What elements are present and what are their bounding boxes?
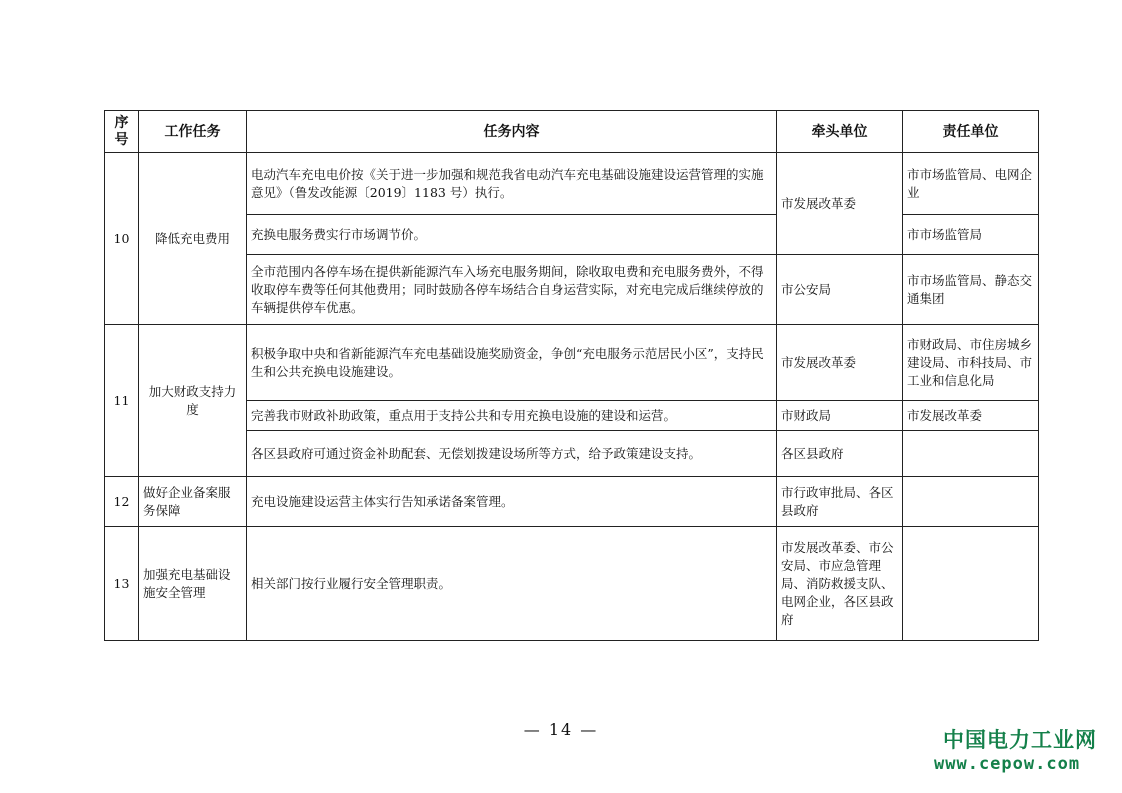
row-number: 10: [105, 153, 139, 325]
row-number: 13: [105, 527, 139, 641]
page-number: — 14 —: [523, 720, 599, 739]
responsible-unit: [903, 431, 1039, 477]
table-row: [105, 325, 1039, 401]
lead-unit: 市发展改革委: [777, 325, 903, 401]
task-content: 积极争取中央和省新能源汽车充电基础设施奖励资金，争创“充电服务示范居民小区”，支持民生和公共充换电设施建设。: [247, 325, 777, 401]
row-number: 12: [105, 477, 139, 527]
responsible-unit: 市市场监管局、静态交通集团: [903, 255, 1039, 325]
task-name: 加强充电基础设施安全管理: [139, 527, 247, 641]
table-row: [105, 477, 1039, 527]
task-name: 加大财政支持力度: [139, 325, 247, 477]
responsible-unit: 市发展改革委: [903, 401, 1039, 431]
row-number: 11: [105, 325, 139, 477]
lead-unit: 市行政审批局、各区县政府: [777, 477, 903, 527]
task-content: 各区县政府可通过资金补助配套、无偿划拨建设场所等方式，给予政策建设支持。: [247, 431, 777, 477]
header-no: 序号: [105, 111, 139, 153]
header-lead: 牵头单位: [777, 111, 903, 153]
watermark-logo-url: www.cepow.com: [934, 754, 1081, 774]
lead-unit: 各区县政府: [777, 431, 903, 477]
responsible-unit: [903, 477, 1039, 527]
lead-unit: 市发展改革委、市公安局、市应急管理局、消防救援支队、电网企业，各区县政府: [777, 527, 903, 641]
header-task: 工作任务: [139, 111, 247, 153]
task-content: 相关部门按行业履行安全管理职责。: [247, 527, 777, 641]
responsible-unit: 市市场监管局: [903, 215, 1039, 255]
lead-unit: 市发展改革委: [777, 153, 903, 255]
task-content: 完善我市财政补助政策，重点用于支持公共和专用充换电设施的建设和运营。: [247, 401, 777, 431]
lead-unit: 市财政局: [777, 401, 903, 431]
task-table: [104, 110, 1039, 641]
task-content: 充电设施建设运营主体实行告知承诺备案管理。: [247, 477, 777, 527]
task-name: 降低充电费用: [139, 153, 247, 325]
lead-unit: 市公安局: [777, 255, 903, 325]
task-content: 充换电服务费实行市场调节价。: [247, 215, 777, 255]
responsible-unit: 市市场监管局、电网企业: [903, 153, 1039, 215]
header-content: 任务内容: [247, 111, 777, 153]
table-row: [105, 527, 1039, 641]
header-resp: 责任单位: [903, 111, 1039, 153]
task-name: 做好企业备案服务保障: [139, 477, 247, 527]
table-header-row: [105, 111, 1039, 153]
table-row: [105, 153, 1039, 215]
task-content: 电动汽车充电电价按《关于进一步加强和规范我省电动汽车充电基础设施建设运营管理的实施意见》（鲁发改能源〔2019〕1183 号）执行。: [247, 153, 777, 215]
responsible-unit: 市财政局、市住房城乡建设局、市科技局、市工业和信息化局: [903, 325, 1039, 401]
task-content: 全市范围内各停车场在提供新能源汽车入场充电服务期间，除收取电费和充电服务费外，不得收取停车费等任何其他费用；同时鼓励各停车场结合自身运营实际，对充电完成后继续停放的车辆提供停车优惠。: [247, 255, 777, 325]
responsible-unit: [903, 527, 1039, 641]
watermark-logo-text: 中国电力工业网: [943, 728, 1097, 752]
